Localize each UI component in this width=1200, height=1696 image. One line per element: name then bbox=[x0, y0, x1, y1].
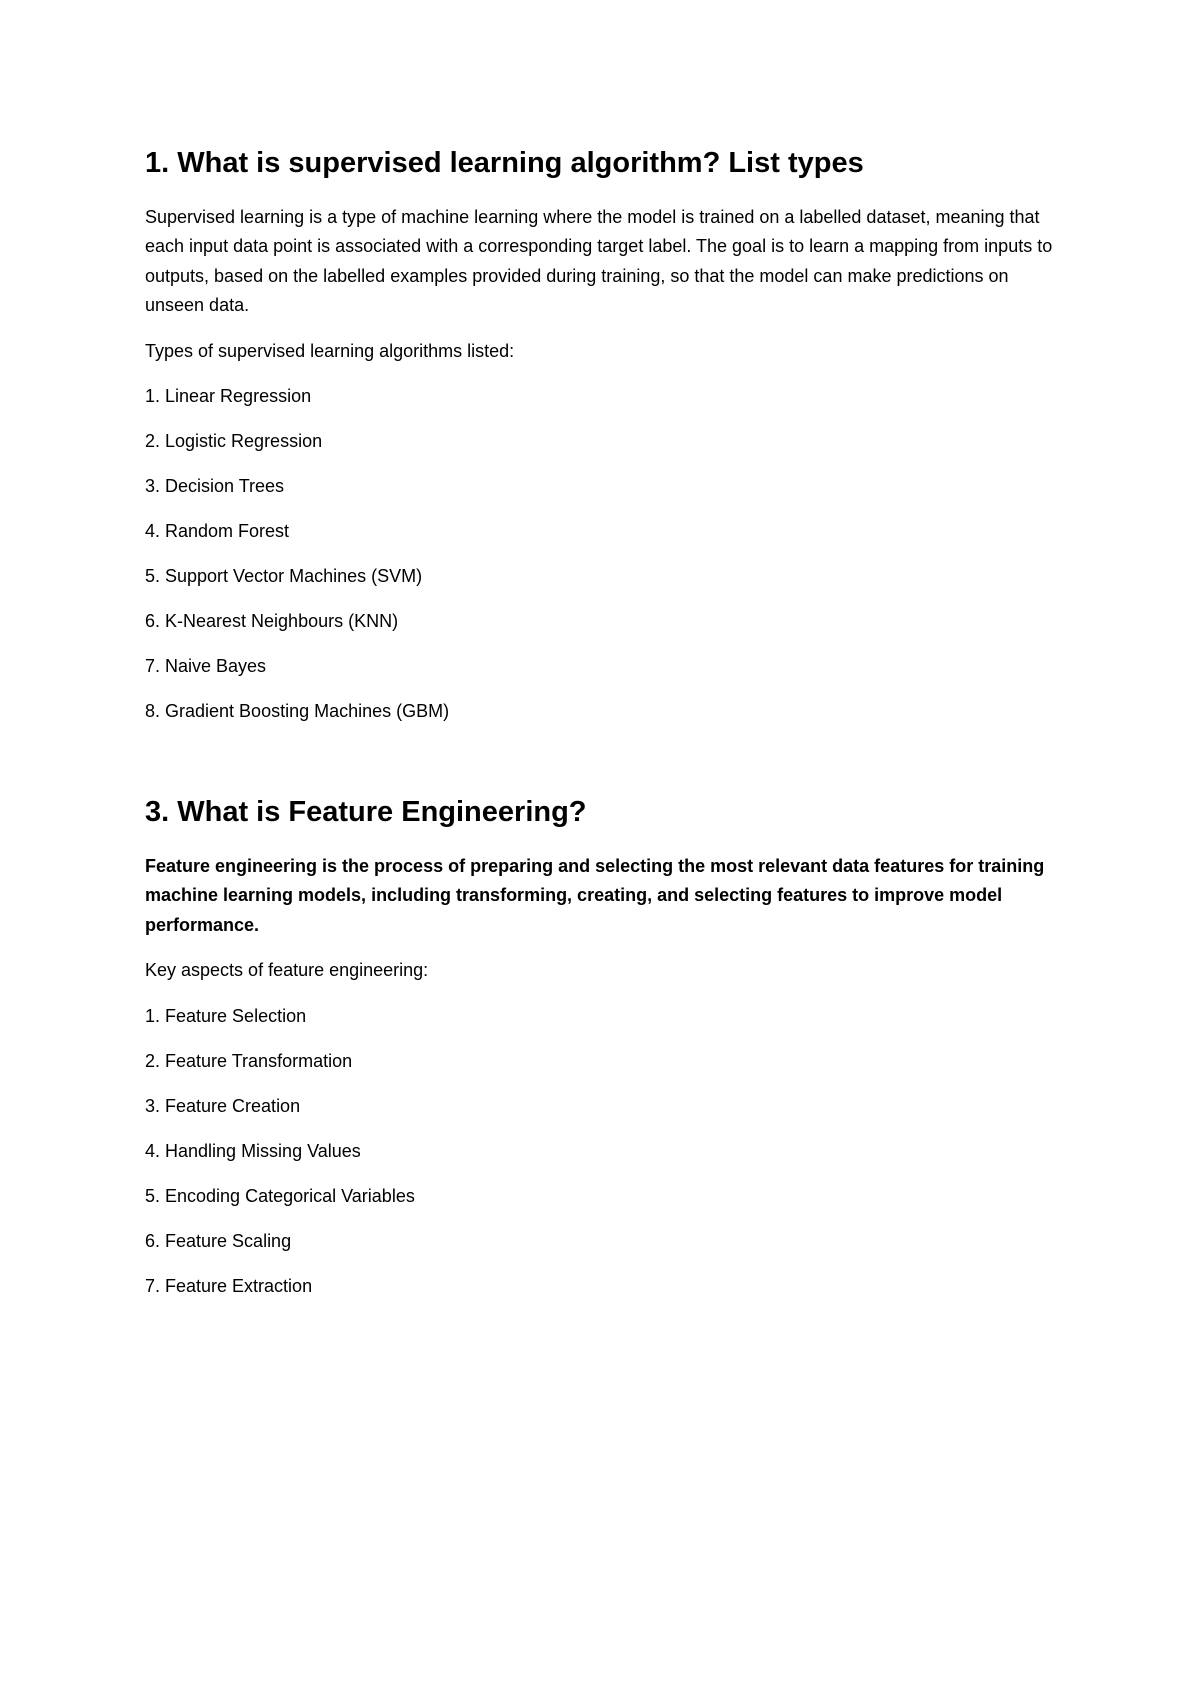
section-intro-paragraph: Feature engineering is the process of preparing and selecting the most relevant data features for training machine learning models, including transforming, creating, and selecting features to improve model performance. bbox=[145, 855, 1045, 935]
algorithm-list bbox=[145, 382, 1065, 727]
list-item: 2. Logistic Regression bbox=[145, 431, 323, 452]
section-supervised-learning bbox=[145, 146, 1065, 727]
list-item: 3. Feature Creation bbox=[145, 1095, 301, 1116]
list-item: 5. Support Vector Machines (SVM) bbox=[145, 566, 423, 587]
list-label: Key aspects of feature engineering: bbox=[145, 960, 429, 981]
section-heading: 1. What is supervised learning algorithm? List types bbox=[145, 147, 864, 179]
section-intro-paragraph: Supervised learning is a type of machine learning where the model is trained on a labelled dataset, meaning that each input data point is associated with a corresponding target label. The goal is to learn a mapping from inputs to outputs, based on the labelled examples provided during training, so that the model can make predictions on unseen data. bbox=[145, 206, 1053, 316]
section-feature-engineering bbox=[145, 795, 1065, 1301]
list-item: 5. Encoding Categorical Variables bbox=[145, 1185, 415, 1206]
list-item: 1. Linear Regression bbox=[145, 386, 312, 407]
list-item: 6. Feature Scaling bbox=[145, 1230, 292, 1251]
list-item: 8. Gradient Boosting Machines (GBM) bbox=[145, 701, 450, 722]
section-heading: 3. What is Feature Engineering? bbox=[145, 796, 587, 828]
list-item: 6. K-Nearest Neighbours (KNN) bbox=[145, 611, 399, 632]
list-item: 7. Feature Extraction bbox=[145, 1275, 313, 1296]
list-item: 1. Feature Selection bbox=[145, 1005, 307, 1026]
feature-aspect-list bbox=[145, 1002, 1065, 1302]
list-item: 2. Feature Transformation bbox=[145, 1050, 353, 1071]
list-label: Types of supervised learning algorithms listed: bbox=[145, 340, 515, 361]
list-item: 7. Naive Bayes bbox=[145, 656, 267, 677]
list-item: 4. Random Forest bbox=[145, 521, 290, 542]
list-item: 3. Decision Trees bbox=[145, 476, 285, 497]
list-item: 4. Handling Missing Values bbox=[145, 1140, 361, 1161]
